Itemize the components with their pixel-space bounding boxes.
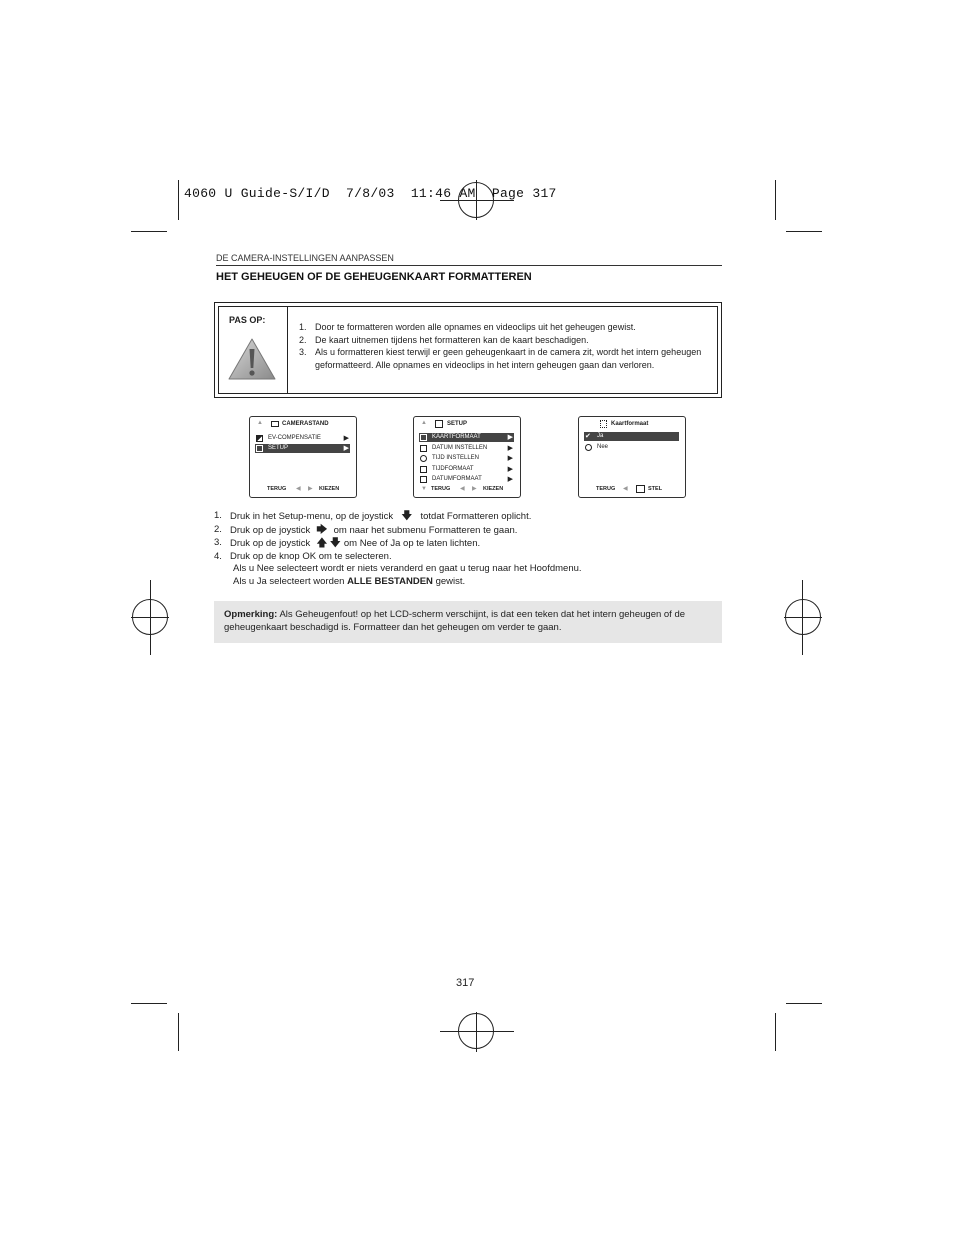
crop-mark bbox=[178, 180, 179, 220]
crop-mark bbox=[786, 231, 822, 232]
lcd-screen-kaartformaat bbox=[578, 416, 686, 498]
instruction-steps bbox=[214, 510, 722, 588]
arrow-right-icon: ▶ bbox=[472, 486, 477, 492]
print-slug: 4060 U Guide-S/I/D 7/8/03 11:46 AM Page 317 bbox=[184, 186, 557, 201]
note-label: Opmerking: bbox=[224, 609, 278, 620]
menu-item-tijdformaat: TIJDFORMAAT ▶ bbox=[419, 465, 514, 474]
back-label: TERUG bbox=[267, 486, 287, 492]
step-2: 2. Druk op de joystick 🡆 om naar het submenu Formatteren te gaan. bbox=[214, 523, 518, 536]
arrow-left-icon: ◀ bbox=[296, 486, 301, 492]
crop-mark bbox=[131, 1003, 167, 1004]
arrow-right-icon: ▶ bbox=[507, 455, 513, 462]
registration-mark bbox=[476, 1012, 477, 1052]
crop-mark bbox=[131, 231, 167, 232]
registration-mark bbox=[440, 1031, 514, 1032]
arrow-right-icon: ▶ bbox=[343, 445, 349, 452]
crop-mark bbox=[775, 180, 776, 220]
back-label: TERUG bbox=[431, 486, 451, 492]
registration-mark bbox=[150, 580, 151, 655]
arrow-up-icon: 🡅 bbox=[316, 537, 328, 549]
registration-mark bbox=[802, 580, 803, 655]
option-nee: Nee bbox=[584, 443, 679, 452]
arrow-right-icon: ▶ bbox=[507, 434, 513, 441]
arrow-right-icon: ▶ bbox=[507, 444, 513, 452]
time-format-icon bbox=[420, 466, 427, 473]
clock-icon bbox=[420, 455, 427, 462]
memory-card-icon bbox=[420, 434, 427, 441]
section-rule bbox=[216, 265, 722, 266]
note-box bbox=[214, 601, 722, 643]
select-label: KIEZEN bbox=[319, 486, 340, 492]
screen-title: CAMERASTAND bbox=[282, 421, 329, 427]
date-format-icon bbox=[420, 476, 427, 483]
select-label: KIEZEN bbox=[483, 486, 504, 492]
select-label: STEL bbox=[648, 486, 663, 492]
arrow-right-icon: ▶ bbox=[343, 435, 349, 442]
arrow-left-icon: ◀ bbox=[460, 486, 465, 492]
note-text: Als Geheugenfout! op het LCD-scherm verschijnt, is dat een teken dat het intern geheugen of de geheugenkaart beschadigd is. Formatteer dan het geheugen om verder te gaan. bbox=[224, 609, 686, 633]
registration-mark bbox=[784, 617, 822, 618]
arrow-left-icon: ◀ bbox=[623, 486, 628, 492]
caution-item: 2. De kaart uitnemen tijdens het formatteren kan de kaart beschadigen. bbox=[299, 334, 589, 345]
page-title: HET GEHEUGEN OF DE GEHEUGENKAART FORMATTEREN bbox=[216, 271, 532, 283]
arrow-down-icon: 🡇 bbox=[401, 510, 413, 522]
step-4-ja: Als u Ja selecteert worden ALLE BESTANDEN gewist. bbox=[233, 575, 466, 587]
cancel-icon bbox=[585, 444, 592, 451]
screen-title: SETUP bbox=[447, 421, 468, 427]
ev-icon bbox=[256, 435, 263, 442]
page-number: 317 bbox=[456, 977, 475, 989]
arrow-right-icon: ▶ bbox=[507, 465, 513, 473]
menu-item-tijd-instellen: TIJD INSTELLEN ▶ bbox=[419, 454, 514, 463]
memory-card-icon bbox=[600, 420, 607, 428]
scroll-down-icon: ▼ bbox=[421, 486, 427, 492]
crop-mark bbox=[775, 1013, 776, 1051]
menu-item-setup: SETUP ▶ bbox=[255, 444, 350, 453]
lcd-screen-setup bbox=[413, 416, 521, 498]
ok-button-icon bbox=[636, 485, 645, 493]
menu-item-datum-instellen: DATUM INSTELLEN ▶ bbox=[419, 444, 514, 453]
step-1: 1. Druk in het Setup-menu, op de joystick 🡇 totdat Formatteren oplicht. bbox=[214, 510, 532, 522]
crop-mark bbox=[178, 1013, 179, 1051]
setup-icon bbox=[256, 445, 263, 452]
scroll-up-icon: ▲ bbox=[421, 420, 427, 426]
warning-icon bbox=[227, 337, 277, 381]
arrow-right-icon: ▶ bbox=[308, 486, 313, 492]
crop-mark bbox=[786, 1003, 822, 1004]
option-ja: ✔ Ja bbox=[584, 432, 679, 441]
setup-icon bbox=[435, 420, 443, 428]
checkmark-icon: ✔ bbox=[585, 433, 591, 440]
caution-icon-panel bbox=[219, 307, 288, 393]
menu-item-datumformaat: DATUMFORMAAT ▶ bbox=[419, 475, 514, 484]
arrow-right-icon: ▶ bbox=[507, 476, 513, 483]
menu-item-kaartformaat: KAARTFORMAAT ▶ bbox=[419, 433, 514, 442]
arrow-right-icon: 🡆 bbox=[316, 523, 328, 536]
caution-box bbox=[214, 302, 722, 398]
caution-label: PAS OP: bbox=[229, 315, 266, 325]
scroll-up-icon: ▲ bbox=[257, 420, 263, 426]
step-3: 3. Druk op de joystick 🡅 🡇 om Nee of Ja op te laten lichten. bbox=[214, 537, 481, 549]
calendar-icon bbox=[420, 445, 427, 452]
lcd-screen-camerastand bbox=[249, 416, 357, 498]
section-kicker: DE CAMERA-INSTELLINGEN AANPASSEN bbox=[216, 253, 394, 263]
step-4-nee: Als u Nee selecteert wordt er niets veranderd en gaat u terug naar het Hoofdmenu. bbox=[233, 563, 582, 574]
screen-title: Kaartformaat bbox=[611, 421, 649, 427]
arrow-down-icon: 🡇 bbox=[329, 537, 341, 549]
camera-icon bbox=[271, 421, 279, 427]
back-label: TERUG bbox=[596, 486, 616, 492]
caution-item: 1. Door te formatteren worden alle opnames en videoclips uit het geheugen gewist. bbox=[299, 322, 636, 332]
caution-box-inner bbox=[218, 306, 718, 394]
caution-list bbox=[299, 321, 709, 371]
menu-item-ev-compensatie: EV-COMPENSATIE ▶ bbox=[255, 434, 350, 443]
step-4: 4. Druk op de knop OK om te selecteren. bbox=[214, 550, 392, 562]
caution-item: 3. Als u formatteren kiest terwijl er geen geheugenkaart in de camera zit, wordt het intern geheugen geformatteerd. Alle opnames en videoclips in het intern geheugen gaan dan verloren. bbox=[299, 347, 702, 370]
